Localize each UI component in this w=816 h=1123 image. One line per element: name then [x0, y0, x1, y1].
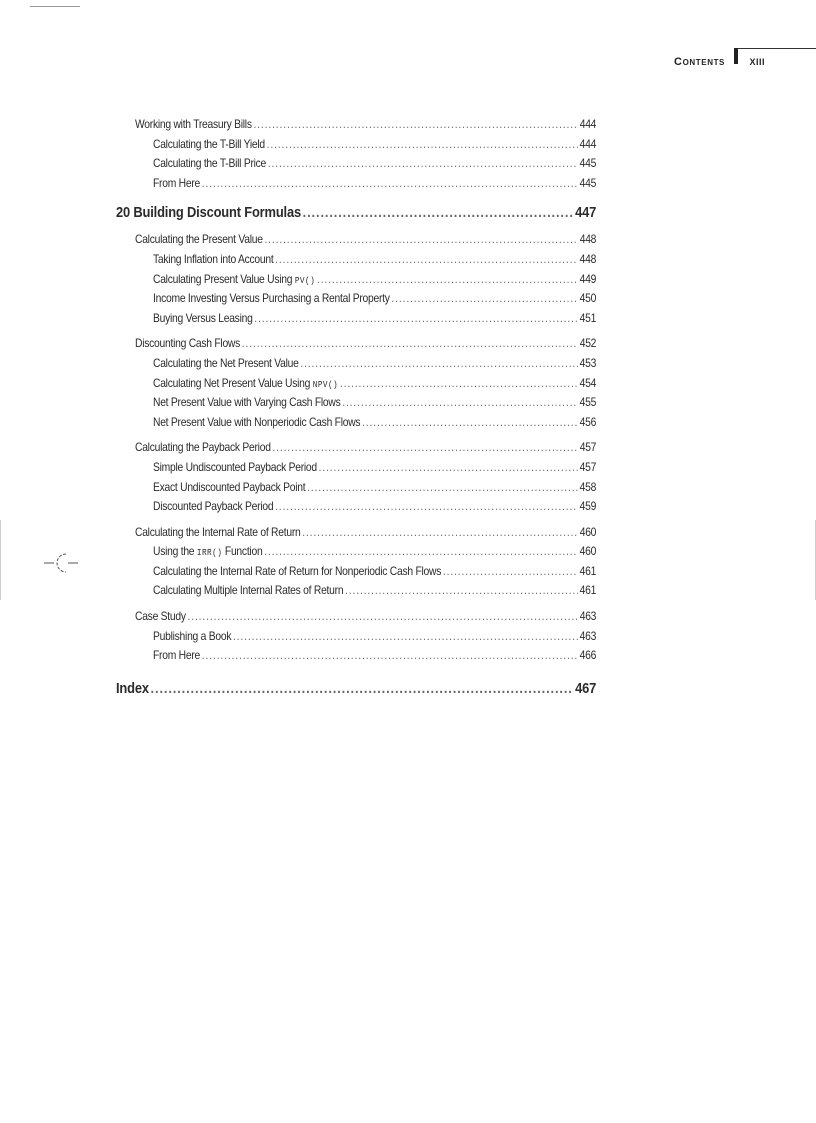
toc-entry[interactable]: [135, 607, 596, 627]
toc-entry-page: 444: [579, 117, 597, 131]
toc-index-page: 467: [575, 679, 597, 697]
toc-entry-label: [153, 542, 262, 564]
header-bar: [734, 48, 738, 64]
toc-entry-label: [153, 270, 315, 292]
toc-entry-label: Case Study: [135, 609, 186, 624]
leader-dots: [151, 678, 574, 700]
toc-entry-page: 460: [579, 524, 597, 539]
leader-dots: [302, 523, 578, 543]
toc-entry[interactable]: [153, 354, 596, 374]
toc-entry-label-text: Calculating Net Present Value Using: [153, 375, 311, 390]
leader-dots: [345, 581, 578, 601]
toc-entry-page: 461: [579, 563, 597, 578]
toc-entry-page: 450: [579, 291, 597, 306]
toc-entry-label: Working with Treasury Bills: [135, 117, 252, 131]
toc-entry-label: Net Present Value with Varying Cash Flows: [153, 395, 341, 410]
toc-entry-label: Calculating the Payback Period: [135, 440, 271, 455]
toc-entry[interactable]: [153, 458, 596, 478]
crop-mark-left: [0, 520, 1, 600]
header-page-number: XIII: [749, 57, 765, 67]
toc-chapter-label: 20 Building Discount Formulas: [116, 204, 301, 222]
toc-entry-page: 454: [579, 375, 597, 390]
toc-chapter-entry[interactable]: [116, 202, 596, 224]
toc-entry-page: 463: [579, 628, 597, 643]
toc-entry-label: Calculating Multiple Internal Rates of Return: [153, 583, 344, 598]
toc-entry-label: Simple Undiscounted Payback Period: [153, 459, 317, 474]
leader-dots: [275, 250, 578, 270]
toc-entry-page: 463: [579, 609, 597, 624]
toc-entry-page: 455: [579, 395, 597, 410]
crop-mark-top: [30, 6, 80, 7]
toc-entry-label: Income Investing Versus Purchasing a Rental Property: [153, 291, 390, 306]
toc-entry-label: Calculating the T-Bill Yield: [153, 136, 265, 151]
toc-entry-label: Buying Versus Leasing: [153, 310, 253, 325]
toc-entry-page: 456: [579, 414, 597, 429]
toc-entry-page: 448: [579, 232, 597, 247]
toc-entry[interactable]: [153, 413, 596, 433]
toc-entry-label: Calculating the T-Bill Price: [153, 156, 267, 171]
toc-entry-label: Calculating the Internal Rate of Return: [135, 524, 301, 539]
toc-entry-label: Publishing a Book: [153, 628, 232, 643]
toc-chapter-page: 447: [575, 204, 597, 222]
running-header: [620, 48, 816, 70]
toc-entry[interactable]: [153, 289, 596, 309]
leader-dots: [303, 202, 574, 224]
toc-entry[interactable]: [153, 497, 596, 517]
toc-entry-page: 448: [579, 251, 597, 266]
toc-entry[interactable]: [135, 230, 596, 250]
toc-entry-page: 461: [579, 583, 597, 598]
toc-entry-page: 459: [579, 499, 597, 514]
toc-entry-label-text: Using the: [153, 544, 195, 559]
table-of-contents: [116, 115, 596, 706]
toc-entry-label: Exact Undiscounted Payback Point: [153, 479, 306, 494]
toc-entry-page: 445: [579, 156, 597, 171]
toc-entry-page: 458: [579, 479, 597, 494]
toc-entry[interactable]: [153, 174, 596, 194]
leader-dots: [391, 289, 578, 309]
toc-entry-page: 460: [579, 544, 597, 559]
toc-entry-page: 466: [579, 648, 597, 663]
toc-entry[interactable]: [153, 393, 596, 413]
toc-entry[interactable]: [153, 562, 596, 582]
toc-entry[interactable]: [153, 542, 596, 562]
toc-entry-label: From Here: [153, 175, 200, 190]
toc-entry-label: Discounted Payback Period: [153, 499, 274, 514]
toc-entry[interactable]: [153, 270, 596, 290]
toc-entry-page: 451: [579, 310, 597, 325]
toc-entry-label: Net Present Value with Nonperiodic Cash Flows: [153, 414, 361, 429]
leader-dots: [317, 270, 578, 290]
toc-entry[interactable]: [153, 154, 596, 174]
toc-entry[interactable]: [153, 250, 596, 270]
toc-entry-label: From Here: [153, 648, 200, 663]
leader-dots: [202, 174, 578, 194]
toc-entry[interactable]: [153, 478, 596, 498]
toc-entry-label: [153, 374, 338, 396]
toc-entry-label: Taking Inflation into Account: [153, 251, 274, 266]
toc-entry[interactable]: [153, 135, 596, 155]
leader-dots: [307, 478, 578, 498]
leader-dots: [300, 354, 578, 374]
toc-entry-label: Discounting Cash Flows: [135, 336, 241, 351]
registration-mark-icon: [44, 548, 78, 578]
function-code: PV(): [294, 275, 316, 286]
toc-index-entry[interactable]: [116, 678, 596, 700]
toc-entry-page: 452: [579, 336, 597, 351]
toc-entry-page: 457: [579, 459, 597, 474]
leader-dots: [188, 607, 578, 627]
toc-entry-page: 445: [579, 175, 597, 190]
toc-entry[interactable]: [135, 115, 596, 135]
toc-entry-label-text: Function: [224, 544, 263, 559]
toc-entry-label: Calculating the Net Present Value: [153, 355, 299, 370]
toc-entry[interactable]: [153, 627, 596, 647]
leader-dots: [233, 627, 578, 647]
function-code: NPV(): [312, 379, 339, 390]
leader-dots: [253, 115, 578, 135]
leader-dots: [242, 334, 578, 354]
toc-entry[interactable]: [153, 646, 596, 666]
toc-index-label: Index: [116, 679, 149, 697]
toc-entry[interactable]: [153, 581, 596, 601]
toc-entry-label-text: Calculating Present Value Using: [153, 271, 293, 286]
leader-dots: [319, 458, 578, 478]
toc-entry-label: Calculating the Present Value: [135, 232, 263, 247]
leader-dots: [275, 497, 578, 517]
leader-dots: [342, 393, 578, 413]
toc-entry-page: 453: [579, 355, 597, 370]
leader-dots: [264, 230, 578, 250]
toc-entry[interactable]: [135, 438, 596, 458]
leader-dots: [272, 438, 578, 458]
function-code: IRR(): [196, 548, 223, 559]
toc-entry[interactable]: [135, 334, 596, 354]
leader-dots: [202, 646, 578, 666]
leader-dots: [443, 562, 578, 582]
toc-entry-page: 457: [579, 440, 597, 455]
toc-entry[interactable]: [153, 374, 596, 394]
leader-dots: [362, 413, 578, 433]
toc-entry[interactable]: [135, 523, 596, 543]
leader-dots: [267, 135, 578, 155]
leader-dots: [340, 374, 578, 394]
toc-entry-label: Calculating the Internal Rate of Return for Nonperiodic Cash Flows: [153, 563, 442, 578]
leader-dots: [254, 309, 578, 329]
toc-entry-page: 449: [579, 271, 597, 286]
header-title: Contents: [674, 56, 725, 68]
toc-entry-page: 444: [579, 136, 597, 151]
leader-dots: [264, 542, 578, 562]
toc-entry[interactable]: [153, 309, 596, 329]
header-rule: [738, 48, 816, 49]
leader-dots: [268, 154, 578, 174]
